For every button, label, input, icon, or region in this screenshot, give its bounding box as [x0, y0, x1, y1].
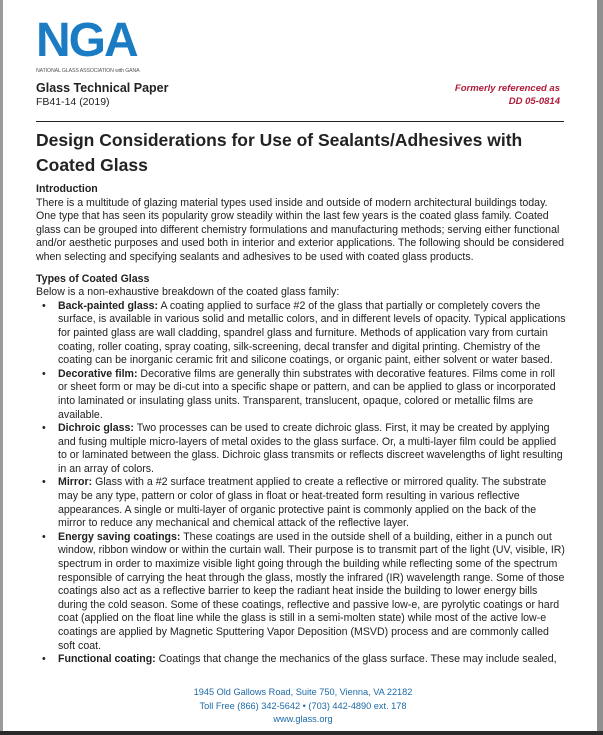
- document-title: Design Considerations for Use of Sealants/Adhesives with Coated Glass: [36, 130, 523, 175]
- document-body: [36, 183, 566, 667]
- bullet-icon: •: [42, 653, 46, 666]
- nga-logo: [36, 14, 166, 74]
- bullet-icon: •: [42, 367, 46, 380]
- bullet-icon: •: [42, 422, 46, 435]
- formerly-line-1: Formerly referenced as: [454, 83, 560, 94]
- footer-address: 1945 Old Gallows Road, Suite 750, Vienna, VA 22182: [193, 687, 413, 697]
- list-item-mirror: [36, 476, 566, 530]
- introduction-paragraph: There is a multitude of glazing material types used inside and outside of modern architectural buildings today. One type that has seen its popularity grow steadily within the last few years is the coated glass family. Coated glass can be grouped into different chemistry formulations and manufacturing methods; serving either functional and/or aesthetic purposes and used both in interior and exterior applications. The following should be considered when selecting and specifying sealants and adhesives to be used with coated glass products.: [36, 196, 565, 263]
- viewer-scrollbar[interactable]: [597, 0, 603, 735]
- types-heading: Types of Coated Glass: [36, 272, 150, 285]
- list-item-term: Functional coating:: [58, 653, 156, 666]
- coated-glass-list: [36, 300, 566, 667]
- list-item-functional: [36, 653, 566, 667]
- bullet-icon: •: [42, 530, 46, 543]
- list-item-text: Decorative films are generally thin substrates with decorative features. Films come in roll or sheet form or may be di-cut into a specific shape or pattern, and can be applied to glass or incorporated into laminated or insulating glass units. Transparent, translucent, opaque, colored or metallic films are available.: [58, 367, 556, 421]
- list-item-term: Mirror:: [58, 476, 93, 489]
- list-item-term: Dichroic glass:: [58, 422, 134, 435]
- document-page: [3, 0, 597, 731]
- list-item-energy-saving: [36, 531, 566, 653]
- types-lead: Below is a non-exhaustive breakdown of the coated glass family:: [36, 286, 340, 299]
- header-divider: [36, 121, 564, 122]
- bullet-icon: •: [42, 476, 46, 489]
- bullet-icon: •: [42, 299, 46, 312]
- paper-type-label: Glass Technical Paper: [36, 81, 169, 95]
- list-item-text: Two processes can be used to create dichroic glass. First, it may be created by applying and fusing multiple micro-layers of metal oxides to the glass surface. Or, a multi-layer film could be applied to or laminated between the glass. Dichroic glass transmits or reflects discreet wavelengths of light resulting in an array of colors.: [58, 422, 563, 475]
- viewer-bottom-edge: [0, 731, 603, 735]
- list-item-text: A coating applied to surface #2 of the glass that partially or completely covers the surface, is available in various solid and metallic colors, and in different levels of opacity. Typical applications for painted glass are wall cladding, spandrel glass and furniture. Methods of application vary from curtain coating, roller coating, spray coating, silk-screening, decal transfer and digital printing. Chemistry of the coating can be inorganic ceramic frit and silicone coatings, or organic paint, either solvent or water based.: [58, 299, 566, 367]
- introduction-heading: Introduction: [36, 183, 98, 195]
- list-item-text: Coatings that change the mechanics of the glass surface. These may include sealed,: [155, 653, 557, 666]
- list-item-term: Energy saving coatings:: [58, 530, 181, 543]
- list-item-decorative-film: [36, 368, 566, 422]
- logo-wordmark: NGA: [36, 14, 137, 67]
- list-item-term: Back-painted glass:: [58, 299, 159, 312]
- formerly-line-2: DD 05-0814: [508, 96, 560, 107]
- list-item-dichroic: [36, 422, 566, 476]
- list-item-text: Glass with a #2 surface treatment applied to create a reflective or mirrored quality. The substrate may be any type, pattern or color of glass in float or heat-treated form resulting in various reflective appearances. A single or multi-layer of organic protective paint is commonly applied on the back of the mirror to reduce any mechanical and chemical attack of the reflective layer.: [58, 476, 547, 530]
- footer-phone: Toll Free (866) 342-5642 • (703) 442-4890 ext. 178: [199, 700, 407, 711]
- footer-website-link[interactable]: www.glass.org: [273, 714, 333, 724]
- list-item-back-painted: [36, 300, 566, 368]
- paper-code: FB41-14 (2019): [36, 96, 110, 108]
- list-item-term: Decorative film:: [58, 367, 138, 380]
- formerly-referenced-note: [455, 82, 560, 108]
- list-item-text: These coatings are used in the outside shell of a building, either in a punch out window, ribbon window or within the curtain wall. Their purpose is to transmit part of the light (UV, visible, IR) spectrum in order to maximize visible light going through the building while reflecting some of the spectrum responsible of carrying the heat through the glass, mostly the infrared (IR) wavelength range. Some of those coatings also act as a reflective barrier to keep the radiant heat inside the building to lower energy bills during the cold season. Some of these coatings, reflective and passive low-e, are pyrolytic coatings or hard coat (applied on the float line while the glass is still in a semi-molten state) while most of the active low-e coatings are applied by Magnetic Sputtering Vapor Deposition (MSVD) process and are commonly called soft coat.: [58, 530, 565, 652]
- logo-subtitle: NATIONAL GLASS ASSOCIATION with GANA: [36, 68, 140, 74]
- page-footer: [3, 686, 603, 727]
